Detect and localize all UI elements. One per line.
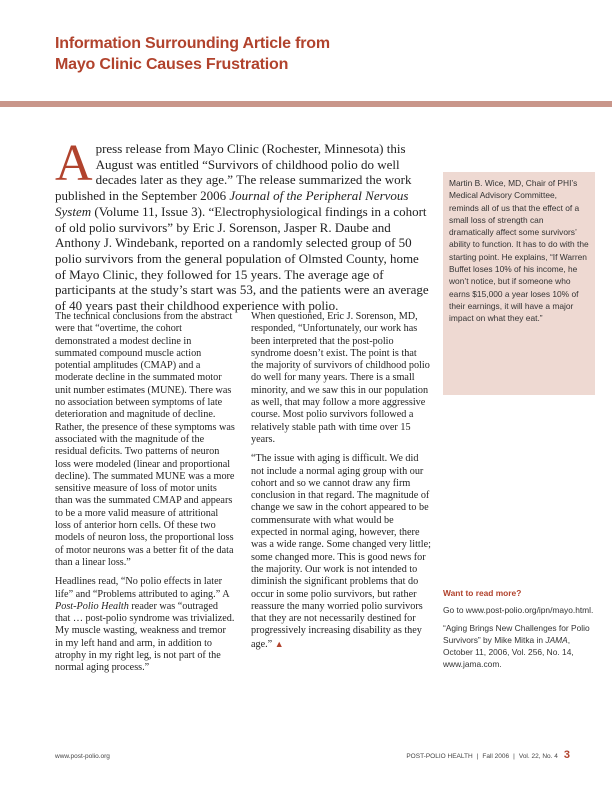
- sorenson-response-paragraph: When questioned, Eric J. Sorenson, MD, responded, “Unfortunately, our work has been interpreted that the post-polio syndrome doesn’t exist. The point is that the majority of survivors of childhood polio do well for many years. There is a small minority, and we saw this in our population as well, that may follow a more aggressive course. Most polio survivors followed a relatively stable path with time over 15 years.: [251, 311, 430, 445]
- reference-text-b: , October 11, 2006, Vol. 256, No. 14, www.jama.com.: [443, 634, 574, 670]
- headlines-text-b: reader was “outraged that … post-polio syndrome was trivialized. My muscle wasting, weakness and tremor in my left hand and arm, in addition to atrophy in my right leg, is not part of the normal aging process.”: [55, 600, 235, 674]
- want-more-link[interactable]: Go to www.post-polio.org/ipn/mayo.html.: [443, 605, 594, 616]
- headlines-paragraph: [55, 576, 235, 674]
- reference-journal: JAMA: [545, 634, 568, 645]
- want-to-read-more-box: [443, 587, 595, 676]
- headlines-text-a: Headlines read, “No polio effects in later life” and “Problems attributed to aging.” A: [55, 576, 229, 600]
- intro-text-b: (Volume 11, Issue 3). “Electrophysiological findings in a cohort of old polio survivors” by Eric J. Sorenson, Jasper R. Daube and Anthony J. Windebank, reported on a randomly selected group of 50 polio survivors from the general population of Olmsted County, home of Mayo Clinic, they followed for 15 years. The average age of participants at the study’s start was 53, and the patients were an average of 40 years past their childhood experience with polio.: [55, 203, 429, 314]
- reference-text-a: “Aging Brings New Challenges for Polio Survivors” by Mike Mitka in: [443, 622, 590, 645]
- technical-conclusions-paragraph: The technical conclusions from the abstract were that “overtime, the cohort demonstrated a modest decline in summated compound muscle action potential amplitudes (CMAP) and a moderate decline in the summated motor unit number estimates (MUNE). There was no association between symptoms of late deterioration and magnitude of decline. Rather, the presence of these symptoms was associated with the magnitude of the residual deficits. Two patterns of neuron loss were modeled (linear and proportional decline). The summated MUNE was a more sensitive measure of loss of motor units than was the summated CMAP and appears to be a more valid measure of attritional loss of anterior horn cells. Of these two models of neuron loss, the proportional loss of motor neurons was a better fit of the data than a linear loss.”: [55, 311, 235, 568]
- header-rule: [0, 101, 612, 107]
- body-column-right: [251, 311, 431, 658]
- footer-divider: |: [513, 753, 515, 760]
- body-column-left: [55, 311, 235, 682]
- aging-issue-paragraph: [251, 453, 431, 651]
- article-title: [55, 33, 385, 75]
- end-of-article-icon: ▲: [274, 638, 284, 649]
- intro-paragraph: [55, 135, 431, 314]
- title-line-2: Mayo Clinic Causes Frustration: [55, 56, 289, 73]
- drop-cap: A: [55, 135, 93, 192]
- journal-name: Journal of the Peripheral Nervous System: [55, 188, 409, 219]
- footer-volume: Vol. 22, No. 4: [518, 753, 558, 760]
- publication-name: Post-Polio Health: [55, 600, 129, 612]
- footer-website[interactable]: www.post-polio.org: [55, 753, 110, 760]
- footer-divider: |: [476, 753, 479, 760]
- want-more-reference: [443, 622, 595, 671]
- sidebar-quote-text: Martin B. Wice, MD, Chair of PHI’s Medical Advisory Committee, reminds all of us that the effect of a small loss of strength can dramatically affect some survivors’ ability to function. It has to do with the starting point. He explains, “If Warren Buffet loses 10% of his income, he won’t notice, but if someone who earns $15,000 a year loses 10% of their earnings, it will have a major impact on what they eat.”: [449, 178, 589, 324]
- want-more-heading: Want to read more?: [443, 588, 522, 598]
- sidebar-quote-box: [443, 172, 595, 395]
- footer-publication: POST-POLIO HEALTH: [406, 753, 473, 760]
- footer-publication-info: [406, 749, 570, 761]
- footer-issue-date: Fall 2006: [482, 753, 510, 760]
- title-line-1: Information Surrounding Article from: [55, 35, 330, 52]
- intro-text-a: press release from Mayo Clinic (Rochester, Minnesota) this August was entitled “Survivors of childhood polio do well decades later as they age.” The release summarized the work published in the September 2006: [55, 141, 412, 204]
- aging-issue-text: “The issue with aging is difficult. We did not include a normal aging group with our cohort and so we cannot draw any firm conclusion in that regard. The magnitude of change we saw in the cohort appeared to be commensurate with what would be expected in normal aging, however, there was a wide range. Some changed very little; some changed more. This is good news for the majority. Our work is not intended to diminish the significant problems that do occur in some polio survivors, but rather reassure the many worried polio survivors that they are not necessarily destined for progressively increasing disability as they age.”: [251, 453, 431, 650]
- page-number: 3: [563, 749, 570, 761]
